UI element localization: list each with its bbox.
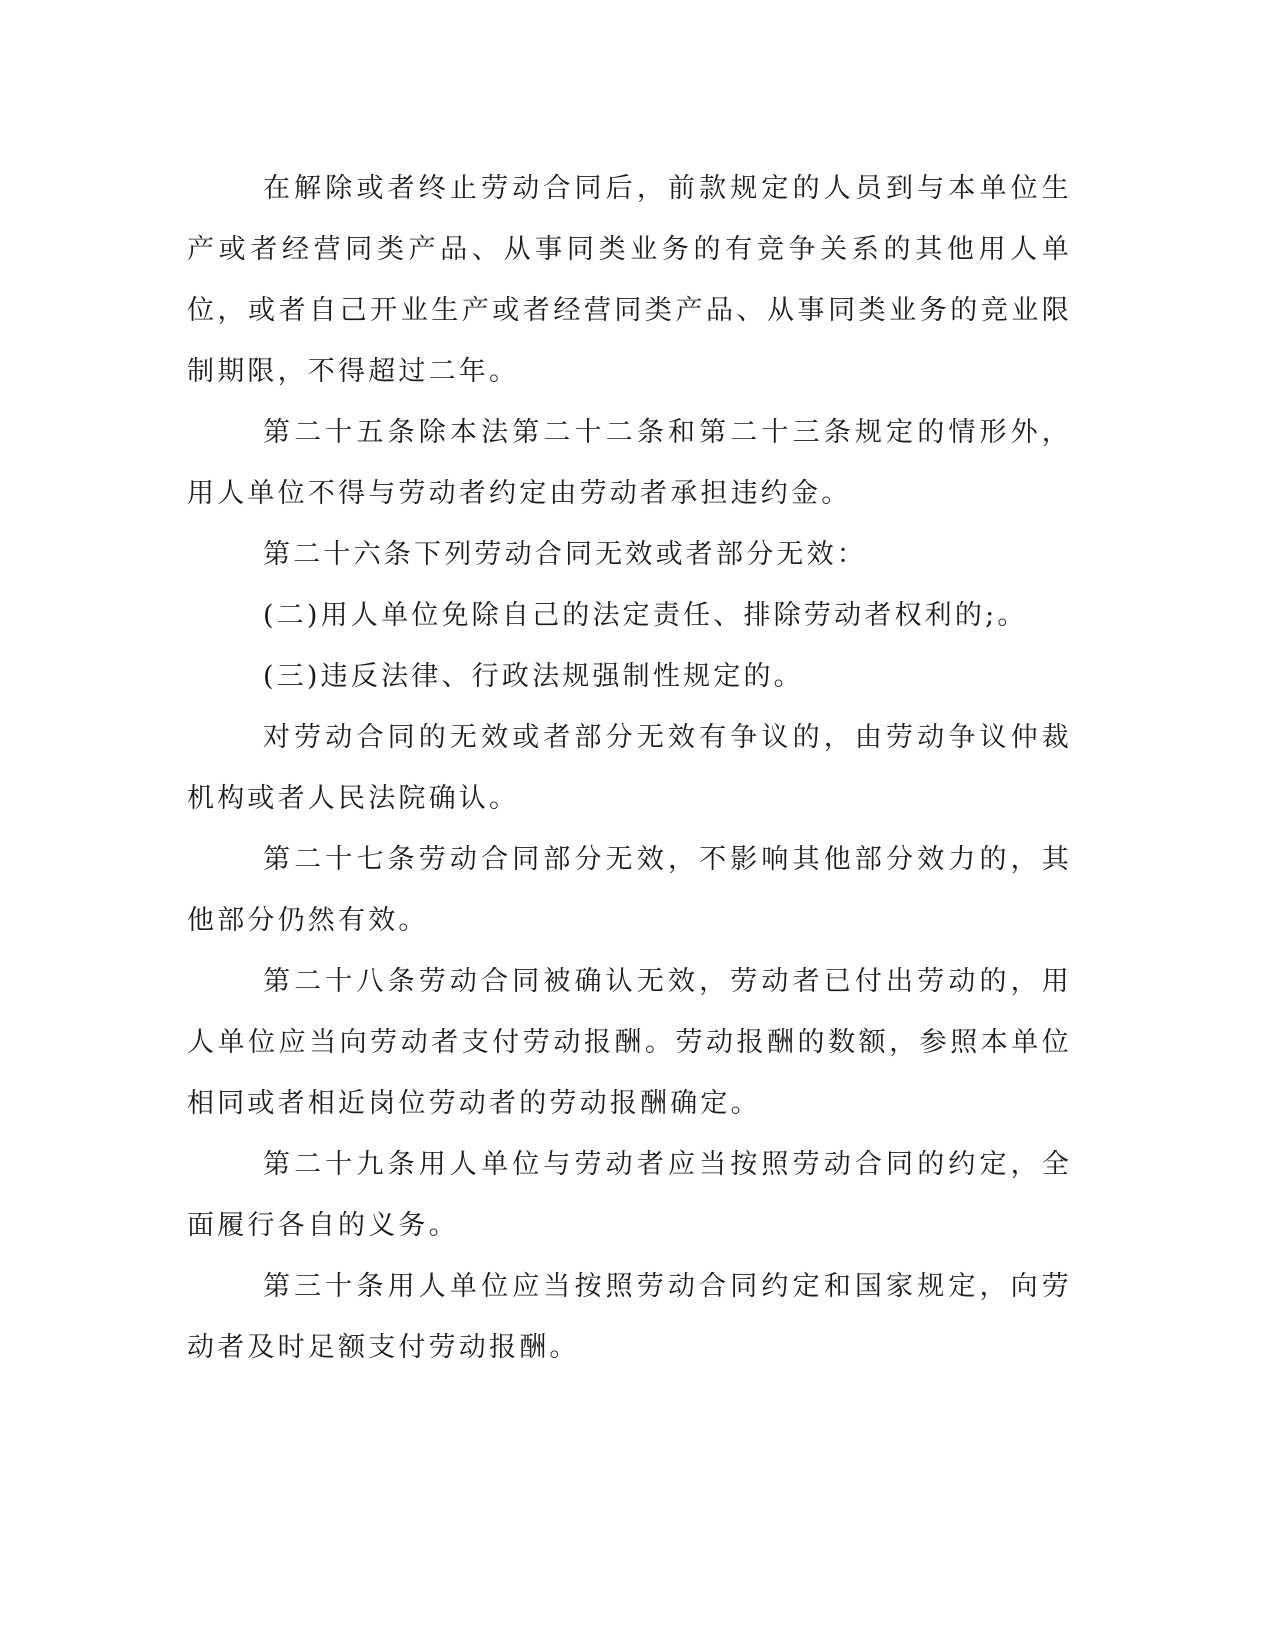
paragraph-article-27: 第二十七条劳动合同部分无效，不影响其他部分效力的，其他部分仍然有效。 <box>187 844 1072 936</box>
document-body <box>187 158 1072 1378</box>
paragraph-article-29: 第二十九条用人单位与劳动者应当按照劳动合同的约定，全面履行各自的义务。 <box>187 1149 1072 1241</box>
paragraph-dispute-confirmation: 对劳动合同的无效或者部分无效有争议的，由劳动争议仲裁机构或者人民法院确认。 <box>187 722 1072 814</box>
paragraph-article-26-item-3: (三)违反法律、行政法规强制性规定的。 <box>263 661 804 692</box>
paragraph-article-25: 第二十五条除本法第二十二条和第二十三条规定的情形外，用人单位不得与劳动者约定由劳动者承担违约金。 <box>187 417 1072 509</box>
paragraph-article-26: 第二十六条下列劳动合同无效或者部分无效： <box>263 539 867 570</box>
paragraph-non-compete-term: 在解除或者终止劳动合同后，前款规定的人员到与本单位生产或者经营同类产品、从事同类业务的有竞争关系的其他用人单位，或者自己开业生产或者经营同类产品、从事同类业务的竞业限制期限，不得超过二年。 <box>187 173 1072 387</box>
paragraph-article-28: 第二十八条劳动合同被确认无效，劳动者已付出劳动的，用人单位应当向劳动者支付劳动报酬。劳动报酬的数额，参照本单位相同或者相近岗位劳动者的劳动报酬确定。 <box>187 966 1072 1119</box>
paragraph-article-26-item-2: (二)用人单位免除自己的法定责任、排除劳动者权利的;。 <box>263 600 1028 631</box>
paragraph-article-30: 第三十条用人单位应当按照劳动合同约定和国家规定，向劳动者及时足额支付劳动报酬。 <box>187 1271 1072 1363</box>
